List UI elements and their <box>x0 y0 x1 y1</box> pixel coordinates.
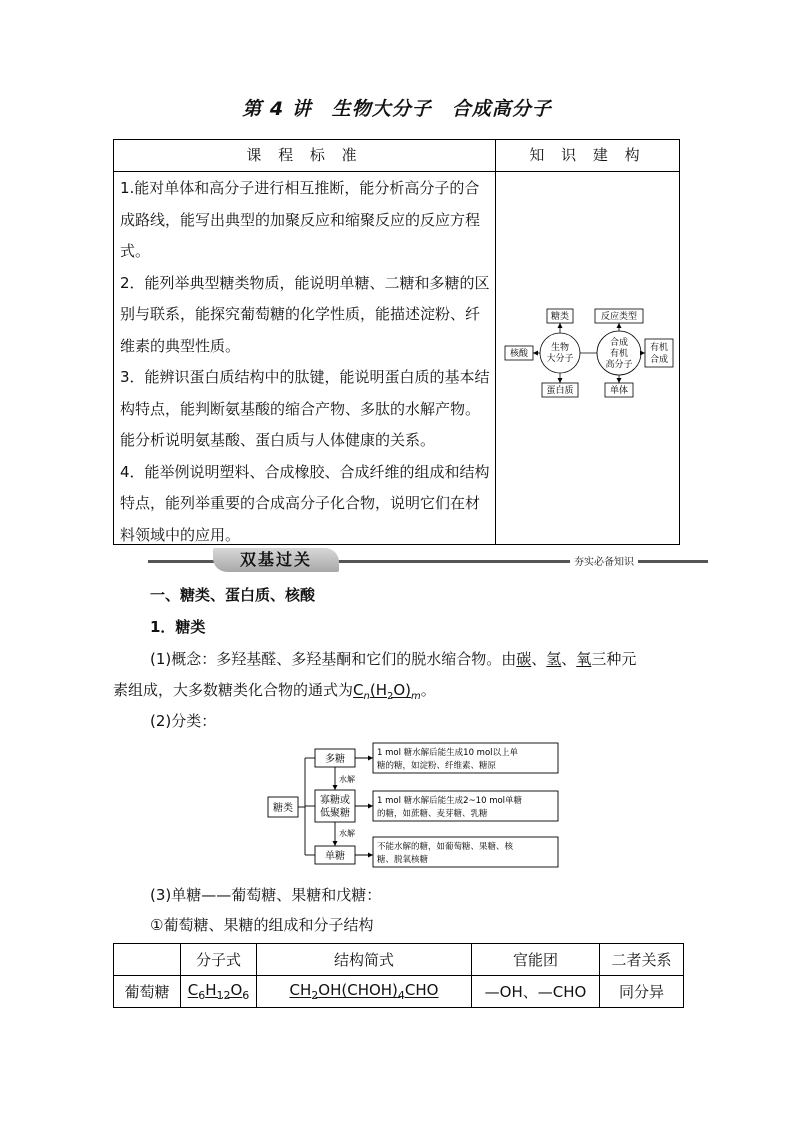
standards-table <box>113 139 680 545</box>
period: 。 <box>420 681 436 699</box>
cmap-center-left-1: 生物 <box>550 343 570 353</box>
standard-item: 3．能辨识蛋白质结构中的肽键，能说明蛋白质的基本结构特点，能判断氨基酸的缩合产物、多肽的水解产物。能分析说明氨基酸、蛋白质与人体健康的关系。 <box>120 368 490 449</box>
cmap-right-1: 有机 <box>649 343 669 353</box>
general-formula: $C_n(H_2O)_m$ <box>353 681 421 702</box>
diag-mono: 单糖 <box>325 851 345 862</box>
diag-mono-desc-2: 糖、脱氧核糖 <box>377 855 429 865</box>
sub-heading: 1．糖类 <box>150 618 206 636</box>
element-oxygen: 氧 <box>576 650 592 668</box>
section-heading: 一、糖类、蛋白质、核酸 <box>150 586 316 604</box>
row-relation: 同分异 <box>600 976 684 1008</box>
diag-oligo-desc-1: 1 mol 糖水解后能生成2~10 mol单糖 <box>377 796 523 806</box>
diag-poly-desc-1: 1 mol 糖水解后能生成10 mol以上单 <box>377 748 519 758</box>
cmap-center-left-2: 大分子 <box>546 354 574 364</box>
classification-diagram <box>265 740 565 875</box>
cmap-reaction-type: 反应类型 <box>600 312 638 322</box>
standard-item: 4．能举例说明塑料、合成橡胶、合成纤维的组成和结构特点，能列举重要的合成高分子化合物，说明它们在材料领域中的应用。 <box>120 462 490 544</box>
cmap-protein: 蛋白质 <box>546 386 574 396</box>
concept-text: (1)概念：多羟基醛、多羟基酮和它们的脱水缩合物。由 <box>150 650 517 668</box>
diag-root: 糖类 <box>273 803 293 814</box>
diag-mono-desc-1: 不能水解的糖，如葡萄糖、果糖、核 <box>377 842 514 852</box>
cmap-center-right-1: 合成 <box>609 338 629 348</box>
standards-list <box>120 173 492 551</box>
table-header-row <box>114 944 684 976</box>
table-header-cell: 官能团 <box>472 944 600 976</box>
row-name: 葡萄糖 <box>114 976 181 1008</box>
diag-poly: 多糖 <box>325 754 345 765</box>
sep: 、 <box>561 650 577 668</box>
concept-line-2 <box>113 679 436 702</box>
diag-arrow2-label: 水解 <box>339 829 355 838</box>
sep: 、 <box>531 650 547 668</box>
cmap-nucleic: 核酸 <box>509 349 529 359</box>
cmap-sugar: 糖类 <box>550 312 570 322</box>
row-formula: $C_6H_{12}O_6$ <box>181 976 257 1008</box>
diag-oligo-1: 寡糖或 <box>320 795 350 806</box>
glucose-fructose-table <box>113 943 684 1008</box>
concept-map <box>502 305 682 405</box>
standard-item: 1.能对单体和高分子进行相互推断，能分析高分子的合成路线，能写出典型的加聚反应和缩聚反应的反应方程式。 <box>120 179 481 260</box>
section-banner: 双基过关 <box>213 548 339 572</box>
element-carbon: 碳 <box>516 650 532 668</box>
monosaccharide-subheading: ①葡萄糖、果糖的组成和分子结构 <box>150 916 374 934</box>
concept-text: 素组成，大多数糖类化合物的通式为 <box>113 681 354 699</box>
row-structure: $CH_2OH(CHOH)_4CHO$ <box>257 976 472 1008</box>
concept-text: 三种元 <box>591 650 637 668</box>
cmap-right-2: 合成 <box>649 355 669 365</box>
diag-arrow1-label: 水解 <box>339 775 355 784</box>
row-groups: —OH、—CHO <box>472 976 600 1008</box>
table-header-cell <box>114 944 181 976</box>
monosaccharide-heading: (3)单糖——葡萄糖、果糖和戊糖： <box>150 886 382 904</box>
standard-item: 2．能列举典型糖类物质，能说明单糖、二糖和多糖的区别与联系，能探究葡萄糖的化学性质，能描述淀粉、纤维素的典型性质。 <box>120 273 490 355</box>
table-row <box>114 976 684 1008</box>
cmap-monomer: 单体 <box>609 386 629 396</box>
diag-oligo-desc-2: 的糖，如蔗糖、麦芽糖、乳糖 <box>377 809 488 819</box>
diag-poly-desc-2: 糖的糖，如淀粉、纤维素、糖原 <box>377 761 497 771</box>
knowledge-header: 知 识 建 构 <box>529 146 646 164</box>
page-title: 第 4 讲 生物大分子 合成高分子 <box>242 98 552 120</box>
table-header-cell: 二者关系 <box>600 944 684 976</box>
banner-subtitle: 夯实必备知识 <box>570 553 638 568</box>
cmap-center-right-2: 有机 <box>609 349 629 359</box>
table-header-cell: 结构简式 <box>257 944 472 976</box>
classification-label: (2)分类： <box>150 712 217 730</box>
table-header-cell: 分子式 <box>181 944 257 976</box>
standards-header: 课 程 标 准 <box>246 146 363 164</box>
concept-line-1 <box>150 648 636 669</box>
diag-oligo-2: 低聚糖 <box>320 808 350 819</box>
element-hydrogen: 氢 <box>546 650 562 668</box>
cmap-center-right-3: 高分子 <box>605 360 633 370</box>
